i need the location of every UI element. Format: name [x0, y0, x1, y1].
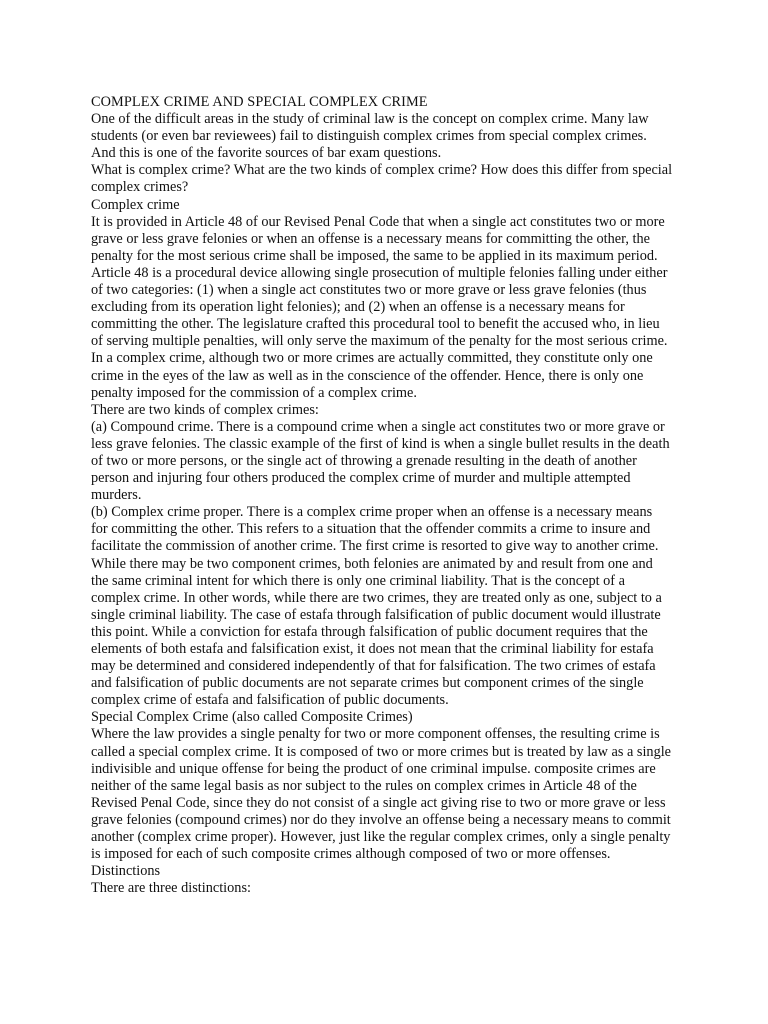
text-line: single criminal liability. The case of estafa through falsification of public document would illustrate	[91, 606, 661, 623]
document-title: COMPLEX CRIME AND SPECIAL COMPLEX CRIME	[91, 94, 428, 110]
text-line: There are three distinctions:	[91, 880, 251, 897]
text-line: facilitate the commission of another crime. The first crime is resorted to give way to another crime.	[91, 538, 659, 555]
text-line: complex crime of estafa and falsification of public documents.	[91, 692, 449, 709]
text-line: excluding from its operation light felonies); and (2) when an offense is a necessary means for	[91, 299, 625, 316]
text-line: (a) Compound crime. There is a compound crime when a single act constitutes two or more grave or	[91, 418, 665, 435]
text-line: penalty for the most serious crime shall be imposed, the same to be applied in its maximum period.	[91, 247, 658, 264]
text-line: may be determined and considered independently of that for falsification. The two crimes of estafa	[91, 658, 656, 675]
text-line: less grave felonies. The classic example of the first of kind is when a single bullet results in the death	[91, 435, 670, 452]
text-line: elements of both estafa and falsification exist, it does not mean that the criminal liability for estafa	[91, 641, 654, 657]
section-heading: Complex crime	[91, 196, 180, 213]
text-line: Where the law provides a single penalty for two or more component offenses, the resulting crime is	[91, 726, 660, 743]
text-line: of two or more persons, or the single act of throwing a grenade resulting in the death of another	[91, 452, 637, 469]
text-line: crime in the eyes of the law as well as in the conscience of the offender. Hence, there is only one	[91, 367, 644, 384]
text-line: called a special complex crime. It is composed of two or more crimes but is treated by law as a single	[91, 743, 672, 760]
text-line: students (or even bar reviewees) fail to distinguish complex crimes from special complex crimes.	[91, 128, 647, 145]
text-line: for committing the other. This refers to a situation that the offender commits a crime to insure and	[91, 521, 651, 538]
text-line: neither of the same legal basis as nor subject to the rules on complex crimes in Article 48 of the	[91, 777, 637, 794]
text-line: Revised Penal Code, since they do not consist of a single act giving rise to two or more grave or less	[91, 794, 666, 811]
text-line: of serving multiple penalties, will only serve the maximum of the penalty for the most serious crime.	[91, 333, 668, 350]
text-line: While there may be two component crimes, both felonies are animated by and result from one and	[91, 555, 653, 572]
text-line: What is complex crime? What are the two kinds of complex crime? How does this differ from special	[91, 162, 673, 179]
text-line: this point. While a conviction for estafa through falsification of public document requires that the	[91, 623, 648, 640]
text-line: And this is one of the favorite sources of bar exam questions.	[91, 145, 442, 162]
text-line: In a complex crime, although two or more crimes are actually committed, they constitute only one	[91, 350, 653, 367]
text-line: Article 48 is a procedural device allowing single prosecution of multiple felonies falling under either	[91, 264, 668, 281]
text-line: is imposed for each of such composite crimes although composed of two or more offenses.	[91, 846, 611, 863]
text-line: complex crime. In other words, while there are two crimes, they are treated only as one, subject to a	[91, 589, 662, 606]
text-line: complex crimes?	[91, 179, 189, 196]
text-line: penalty imposed for the commission of a complex crime.	[91, 384, 417, 401]
text-line: (b) Complex crime proper. There is a complex crime proper when an offense is a necessary means	[91, 504, 653, 521]
text-line: the same criminal intent for which there is only one criminal liability. That is the concept of a	[91, 572, 625, 589]
text-line: committing the other. The legislature crafted this procedural tool to benefit the accused who, in lieu	[91, 316, 660, 333]
text-line: It is provided in Article 48 of our Revised Penal Code that when a single act constitutes two or more	[91, 213, 665, 230]
text-line: murders.	[91, 487, 142, 504]
text-line: another (complex crime proper). However, just like the regular complex crimes, only a single penalty	[91, 829, 671, 846]
text-line: grave or less grave felonies or when an offense is a necessary means for committing the other, the	[91, 230, 650, 247]
section-heading: Distinctions	[91, 863, 161, 880]
text-line: indivisible and unique offense for being the product of one criminal impulse. composite crimes are	[91, 760, 656, 777]
text-line: person and injuring four others produced the complex crime of murder and multiple attempted	[91, 470, 631, 487]
text-line: grave felonies (compound crimes) nor do they involve an offense being a necessary means to commit	[91, 811, 671, 828]
section-heading: Special Complex Crime (also called Composite Crimes)	[91, 709, 413, 726]
text-line: of two categories: (1) when a single act constitutes two or more grave or less grave felonies (thus	[91, 282, 647, 299]
text-line: One of the difficult areas in the study of criminal law is the concept on complex crime. Many law	[91, 111, 649, 128]
text-line: and falsification of public documents are not separate crimes but component crimes of the single	[91, 675, 644, 692]
text-line: There are two kinds of complex crimes:	[91, 401, 319, 418]
